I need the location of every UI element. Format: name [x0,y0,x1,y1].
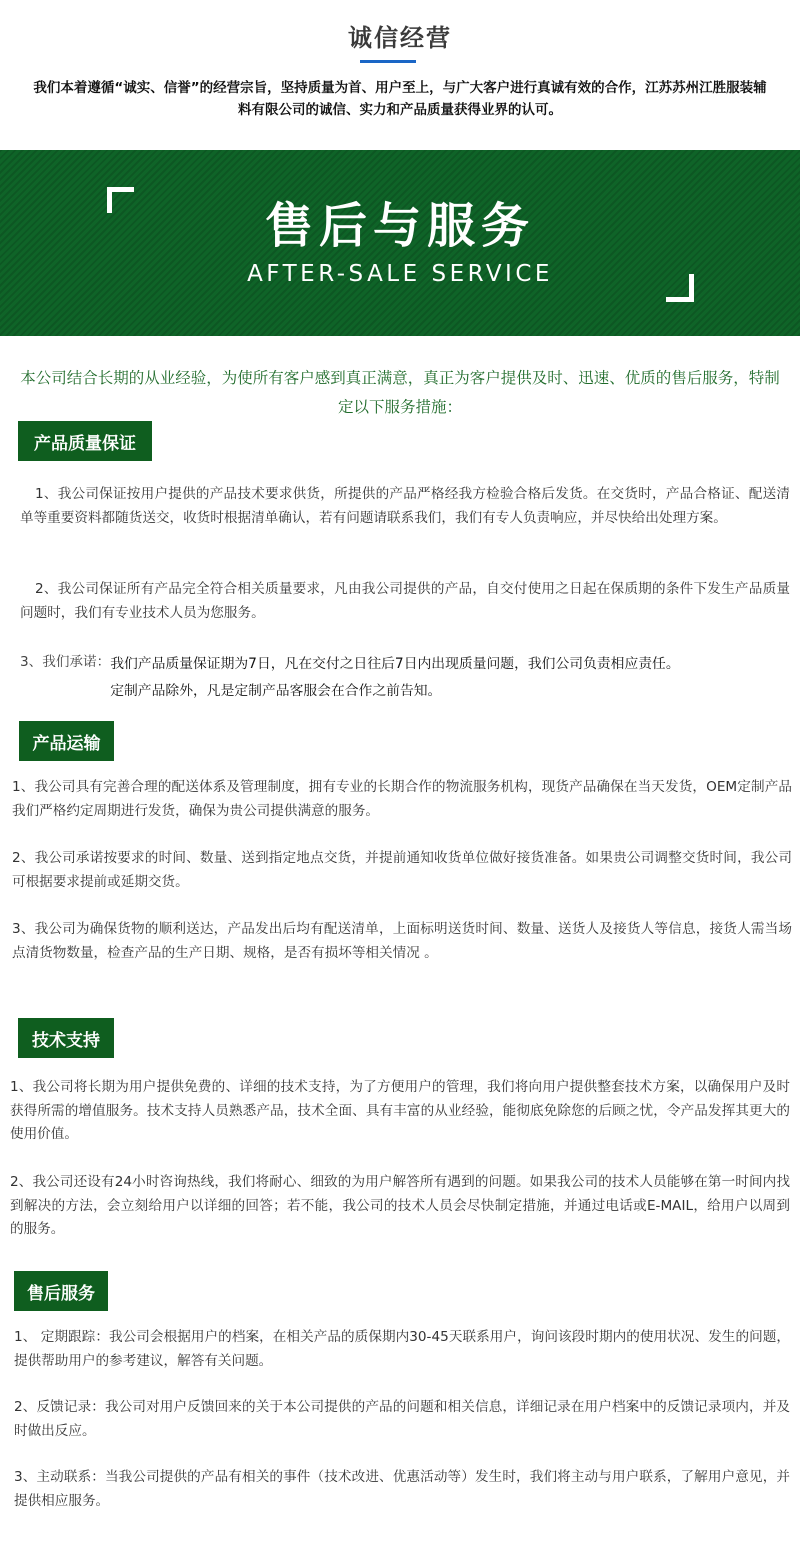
section-tag-tech-support: 技术支持 [18,1018,114,1058]
section-tag-quality: 产品质量保证 [18,421,152,461]
tech-item-2: 2、我公司还设有24小时咨询热线，我们将耐心、细致的为用户解答所有遇到的问题。如果我公司的技术人员能够在第一时间内找到解决的方法，会立刻给用户以详细的回答；若不能，我公司的技术人员会尽快制定措施，并通过电话或E-MAIL，给用户以周到的服务。 [10,1174,790,1237]
promise-line-2: 定制产品除外，凡是定制产品客服会在合作之前告知。 [110,683,442,699]
banner-title: 售后与服务 [264,198,535,254]
after-sale-item-2: 2、反馈记录：我公司对用户反馈回来的关于本公司提供的产品的问题和相关信息，详细记录在用户档案中的反馈记录项内，并及时做出反应。 [14,1399,790,1439]
shipping-item-2: 2、我公司承诺按要求的时间、数量、送到指定地点交货，并提前通知收货单位做好接货准备。如果贵公司调整交货时间，我公司可根据要求提前或延期交货。 [12,850,792,890]
quality-promise [20,651,800,705]
promise-body [110,651,679,705]
promise-line-1: 我们产品质量保证期为7日，凡在交付之日往后7日内出现质量问题，我们公司负责相应责任。 [110,656,680,672]
after-sale-banner [0,150,800,336]
banner-subtitle: AFTER-SALE SERVICE [247,261,553,287]
after-sale-item-3: 3、主动联系：当我公司提供的产品有相关的事件（技术改进、优惠活动等）发生时，我们将主动与用户联系，了解用户意见，并提供相应服务。 [14,1469,790,1509]
section-tag-shipping: 产品运输 [19,721,114,761]
service-intro: 本公司结合长期的从业经验，为使所有客户感到真正满意，真正为客户提供及时、迅速、优质的售后服务，特制定以下服务措施： [20,369,780,416]
bracket-close-icon [666,274,694,302]
after-sale-item-1: 1、 定期跟踪：我公司会根据用户的档案，在相关产品的质保期内30-45天联系用户，询问该段时期内的使用状况、发生的问题，提供帮助用户的参考建议，解答有关问题。 [14,1329,790,1369]
shipping-item-3: 3、我公司为确保货物的顺利送达，产品发出后均有配送清单，上面标明送货时间、数量、送货人及接货人等信息，接货人需当场点清货物数量，检查产品的生产日期、规格，是否有损坏等相关情况 。 [12,921,792,961]
tech-item-1: 1、我公司将长期为用户提供免费的、详细的技术支持，为了方便用户的管理，我们将向用户提供整套技术方案，以确保用户及时获得所需的增值服务。技术支持人员熟悉产品，技术全面、具有丰富的从业经验，能彻底免除您的后顾之忧，令产品发挥其更大的使用价值。 [10,1079,790,1142]
quality-item-2: 2、我公司保证所有产品完全符合相关质量要求，凡由我公司提供的产品，自交付使用之日起在保质期的条件下发生产品质量问题时，我们有专业技术人员为您服务。 [20,581,790,621]
integrity-intro: 我们本着遵循“诚实、信誉”的经营宗旨，坚持质量为首、用户至上，与广大客户进行真诚有效的合作，江苏苏州江胜服装辅料有限公司的诚信、实力和产品质量获得业界的认可。 [33,80,767,118]
shipping-item-1: 1、我公司具有完善合理的配送体系及管理制度，拥有专业的长期合作的物流服务机构，现货产品确保在当天发货，OEM定制产品我们严格约定周期进行发货，确保为贵公司提供满意的服务。 [12,779,792,819]
title-underline [360,60,416,63]
section-tag-after-sale: 售后服务 [14,1271,108,1311]
promise-label: 3、我们承诺： [20,654,111,670]
quality-item-1: 1、我公司保证按用户提供的产品技术要求供货，所提供的产品严格经我方检验合格后发货。在交货时，产品合格证、配送清单等重要资料都随货送交，收货时根据清单确认，若有问题请联系我们，我们有专人负责响应，并尽快给出处理方案。 [20,486,790,526]
page-title: 诚信经营 [348,24,452,52]
